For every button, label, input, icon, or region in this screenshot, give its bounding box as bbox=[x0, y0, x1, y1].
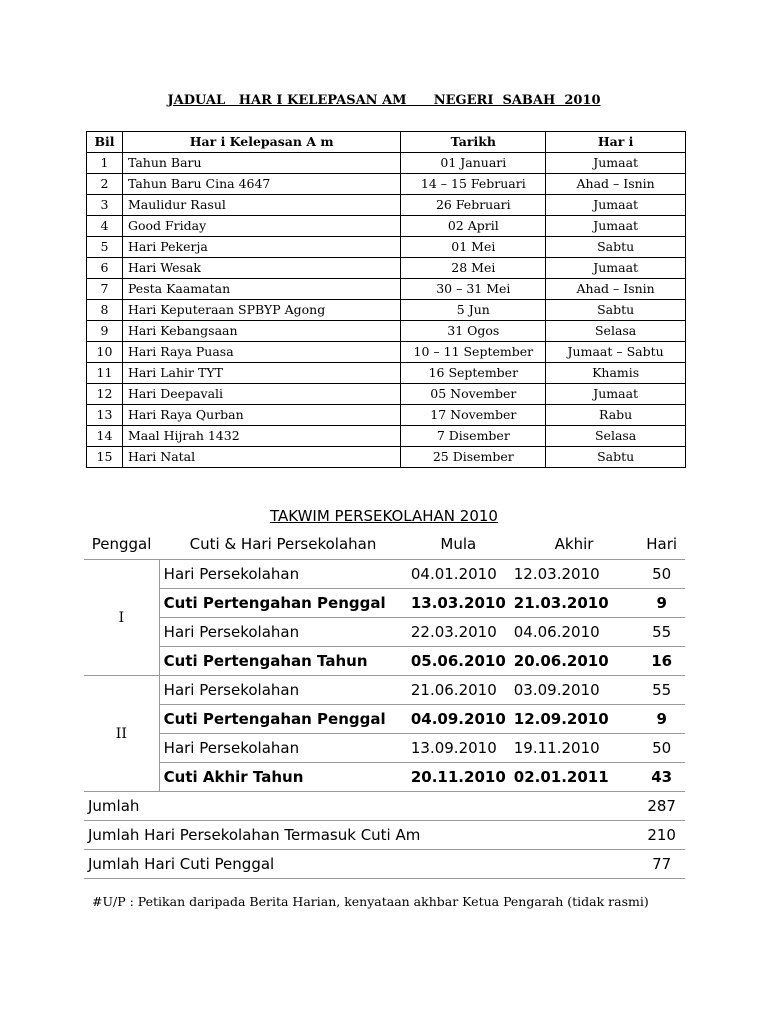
period-start: 13.09.2010 bbox=[407, 734, 510, 763]
holiday-bil: 2 bbox=[87, 174, 123, 195]
period-name: Hari Persekolahan bbox=[159, 560, 407, 589]
total-row bbox=[84, 821, 685, 850]
period-days: 43 bbox=[638, 763, 685, 792]
holiday-table-title: JADUAL HAR I KELEPASAN AM NEGERI SABAH 2010 bbox=[167, 93, 601, 108]
holiday-row bbox=[87, 153, 686, 174]
takwim-row bbox=[84, 560, 685, 589]
total-row bbox=[84, 792, 685, 821]
holiday-name: Hari Wesak bbox=[122, 258, 400, 279]
holiday-bil: 12 bbox=[87, 384, 123, 405]
takwim-row bbox=[84, 589, 685, 618]
footnote: #U/P : Petikan daripada Berita Harian, kenyataan akhbar Ketua Pengarah (tidak rasmi) bbox=[92, 894, 649, 909]
penggal-label: II bbox=[84, 676, 159, 792]
total-value: 287 bbox=[638, 792, 685, 821]
period-name: Cuti Akhir Tahun bbox=[159, 763, 407, 792]
holiday-bil: 1 bbox=[87, 153, 123, 174]
period-name: Cuti Pertengahan Tahun bbox=[159, 647, 407, 676]
holiday-date: 7 Disember bbox=[401, 426, 546, 447]
holiday-row bbox=[87, 321, 686, 342]
period-start: 04.01.2010 bbox=[407, 560, 510, 589]
holiday-day: Sabtu bbox=[546, 300, 686, 321]
holiday-row bbox=[87, 426, 686, 447]
holiday-row bbox=[87, 174, 686, 195]
holiday-row bbox=[87, 216, 686, 237]
holiday-bil: 15 bbox=[87, 447, 123, 468]
holiday-day: Jumaat – Sabtu bbox=[546, 342, 686, 363]
holiday-date: 16 September bbox=[401, 363, 546, 384]
holiday-row bbox=[87, 258, 686, 279]
holiday-date: 10 – 11 September bbox=[401, 342, 546, 363]
holiday-name: Maal Hijrah 1432 bbox=[122, 426, 400, 447]
period-days: 55 bbox=[638, 618, 685, 647]
period-days: 16 bbox=[638, 647, 685, 676]
takwim-row bbox=[84, 647, 685, 676]
holiday-date: 31 Ogos bbox=[401, 321, 546, 342]
period-name: Hari Persekolahan bbox=[159, 676, 407, 705]
holiday-bil: 4 bbox=[87, 216, 123, 237]
holiday-table-header bbox=[87, 132, 686, 153]
total-label: Jumlah bbox=[84, 792, 638, 821]
period-start: 04.09.2010 bbox=[407, 705, 510, 734]
period-days: 9 bbox=[638, 705, 685, 734]
period-start: 05.06.2010 bbox=[407, 647, 510, 676]
holiday-day: Jumaat bbox=[546, 216, 686, 237]
takwim-table-header bbox=[84, 529, 685, 560]
header-date: Tarikh bbox=[401, 132, 546, 153]
holiday-date: 26 Februari bbox=[401, 195, 546, 216]
holiday-bil: 9 bbox=[87, 321, 123, 342]
takwim-row bbox=[84, 618, 685, 647]
takwim-table bbox=[84, 529, 685, 879]
period-name: Hari Persekolahan bbox=[159, 618, 407, 647]
takwim-table-title: TAKWIM PERSEKOLAHAN 2010 bbox=[270, 507, 498, 525]
holiday-name: Maulidur Rasul bbox=[122, 195, 400, 216]
header-akhir: Akhir bbox=[510, 529, 639, 560]
holiday-name: Hari Natal bbox=[122, 447, 400, 468]
holiday-row bbox=[87, 195, 686, 216]
header-bil: Bil bbox=[87, 132, 123, 153]
takwim-row bbox=[84, 763, 685, 792]
holiday-table bbox=[86, 131, 686, 468]
holiday-name: Hari Lahir TYT bbox=[122, 363, 400, 384]
holiday-date: 17 November bbox=[401, 405, 546, 426]
period-name: Hari Persekolahan bbox=[159, 734, 407, 763]
holiday-day: Selasa bbox=[546, 426, 686, 447]
holiday-name: Hari Kebangsaan bbox=[122, 321, 400, 342]
holiday-date: 25 Disember bbox=[401, 447, 546, 468]
holiday-bil: 5 bbox=[87, 237, 123, 258]
holiday-day: Sabtu bbox=[546, 447, 686, 468]
period-name: Cuti Pertengahan Penggal bbox=[159, 589, 407, 618]
holiday-day: Jumaat bbox=[546, 384, 686, 405]
holiday-name: Hari Deepavali bbox=[122, 384, 400, 405]
holiday-day: Sabtu bbox=[546, 237, 686, 258]
header-holiday-name: Har i Kelepasan A m bbox=[122, 132, 400, 153]
holiday-row bbox=[87, 384, 686, 405]
period-end: 12.09.2010 bbox=[510, 705, 639, 734]
total-value: 77 bbox=[638, 850, 685, 879]
holiday-bil: 7 bbox=[87, 279, 123, 300]
holiday-bil: 14 bbox=[87, 426, 123, 447]
holiday-name: Pesta Kaamatan bbox=[122, 279, 400, 300]
holiday-date: 02 April bbox=[401, 216, 546, 237]
period-days: 55 bbox=[638, 676, 685, 705]
holiday-name: Good Friday bbox=[122, 216, 400, 237]
holiday-name: Tahun Baru bbox=[122, 153, 400, 174]
holiday-bil: 6 bbox=[87, 258, 123, 279]
holiday-date: 14 – 15 Februari bbox=[401, 174, 546, 195]
holiday-name: Hari Pekerja bbox=[122, 237, 400, 258]
holiday-name: Tahun Baru Cina 4647 bbox=[122, 174, 400, 195]
period-end: 12.03.2010 bbox=[510, 560, 639, 589]
holiday-bil: 13 bbox=[87, 405, 123, 426]
period-start: 13.03.2010 bbox=[407, 589, 510, 618]
total-label: Jumlah Hari Persekolahan Termasuk Cuti Am bbox=[84, 821, 638, 850]
holiday-row bbox=[87, 237, 686, 258]
holiday-day: Khamis bbox=[546, 363, 686, 384]
holiday-day: Selasa bbox=[546, 321, 686, 342]
header-penggal: Penggal bbox=[84, 529, 159, 560]
period-end: 04.06.2010 bbox=[510, 618, 639, 647]
total-label: Jumlah Hari Cuti Penggal bbox=[84, 850, 638, 879]
total-row bbox=[84, 850, 685, 879]
header-day: Har i bbox=[546, 132, 686, 153]
period-end: 02.01.2011 bbox=[510, 763, 639, 792]
header-hari: Hari bbox=[638, 529, 685, 560]
period-days: 50 bbox=[638, 734, 685, 763]
takwim-row bbox=[84, 676, 685, 705]
takwim-row bbox=[84, 705, 685, 734]
period-end: 20.06.2010 bbox=[510, 647, 639, 676]
holiday-day: Ahad – Isnin bbox=[546, 279, 686, 300]
period-start: 22.03.2010 bbox=[407, 618, 510, 647]
holiday-day: Jumaat bbox=[546, 195, 686, 216]
holiday-date: 5 Jun bbox=[401, 300, 546, 321]
holiday-day: Jumaat bbox=[546, 153, 686, 174]
period-end: 03.09.2010 bbox=[510, 676, 639, 705]
holiday-day: Ahad – Isnin bbox=[546, 174, 686, 195]
holiday-date: 30 – 31 Mei bbox=[401, 279, 546, 300]
holiday-row bbox=[87, 447, 686, 468]
penggal-label: I bbox=[84, 560, 159, 676]
holiday-row bbox=[87, 363, 686, 384]
holiday-name: Hari Raya Puasa bbox=[122, 342, 400, 363]
total-value: 210 bbox=[638, 821, 685, 850]
holiday-bil: 10 bbox=[87, 342, 123, 363]
period-days: 50 bbox=[638, 560, 685, 589]
period-end: 19.11.2010 bbox=[510, 734, 639, 763]
holiday-bil: 8 bbox=[87, 300, 123, 321]
period-days: 9 bbox=[638, 589, 685, 618]
holiday-bil: 11 bbox=[87, 363, 123, 384]
period-end: 21.03.2010 bbox=[510, 589, 639, 618]
holiday-date: 01 Mei bbox=[401, 237, 546, 258]
holiday-day: Rabu bbox=[546, 405, 686, 426]
holiday-name: Hari Keputeraan SPBYP Agong bbox=[122, 300, 400, 321]
holiday-row bbox=[87, 342, 686, 363]
period-start: 21.06.2010 bbox=[407, 676, 510, 705]
holiday-date: 28 Mei bbox=[401, 258, 546, 279]
holiday-row bbox=[87, 405, 686, 426]
holiday-row bbox=[87, 300, 686, 321]
period-name: Cuti Pertengahan Penggal bbox=[159, 705, 407, 734]
holiday-date: 05 November bbox=[401, 384, 546, 405]
holiday-day: Jumaat bbox=[546, 258, 686, 279]
period-start: 20.11.2010 bbox=[407, 763, 510, 792]
holiday-row bbox=[87, 279, 686, 300]
takwim-row bbox=[84, 734, 685, 763]
header-mula: Mula bbox=[407, 529, 510, 560]
holiday-name: Hari Raya Qurban bbox=[122, 405, 400, 426]
holiday-date: 01 Januari bbox=[401, 153, 546, 174]
header-cuti: Cuti & Hari Persekolahan bbox=[159, 529, 407, 560]
holiday-bil: 3 bbox=[87, 195, 123, 216]
